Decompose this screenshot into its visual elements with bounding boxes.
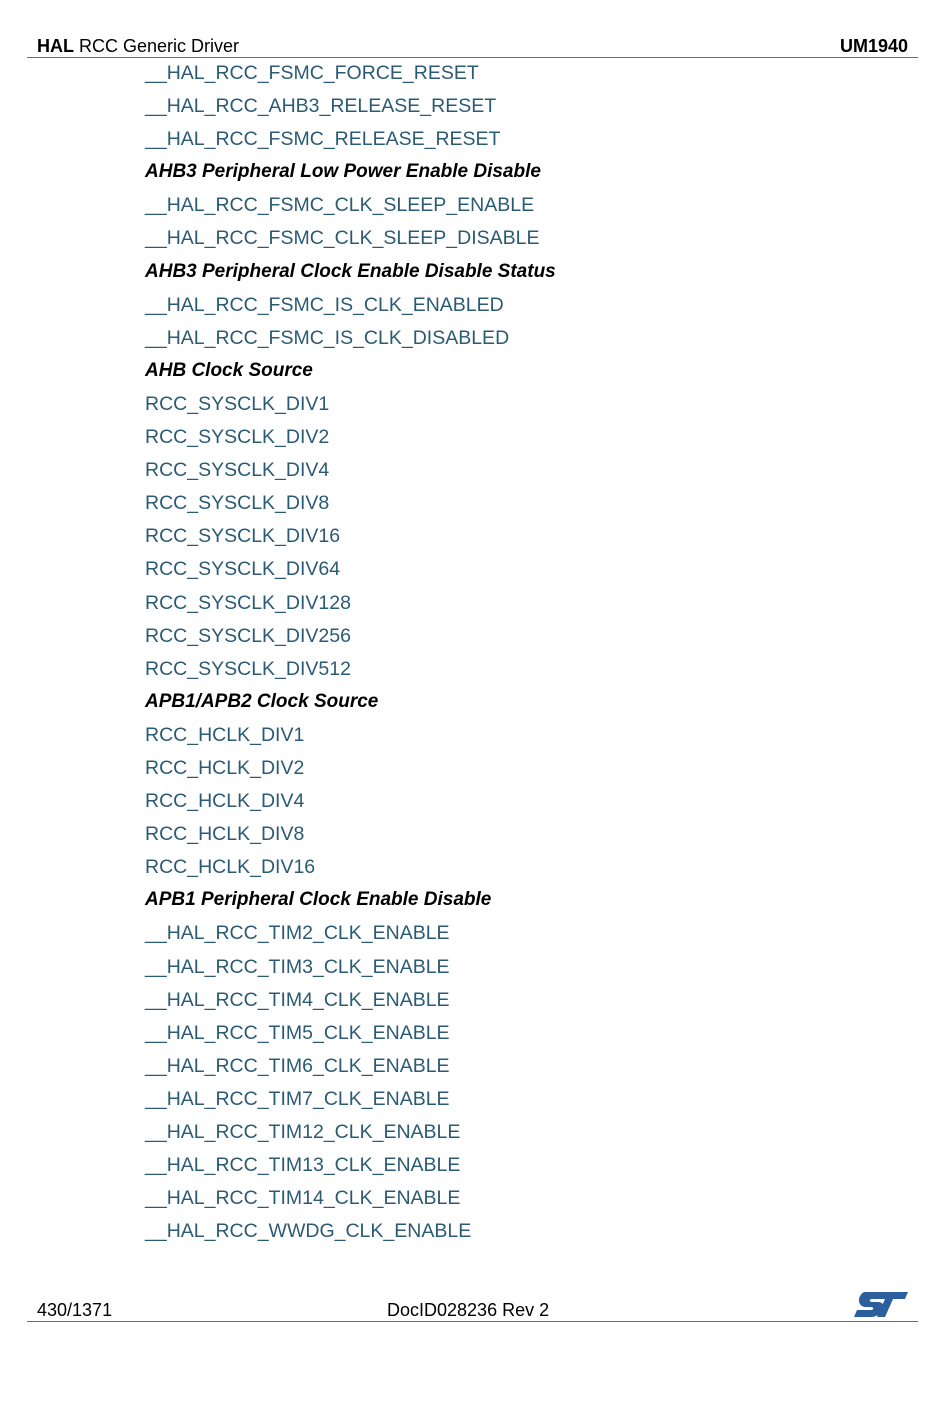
header-title-rest: RCC Generic Driver [74,36,240,56]
macro-link[interactable]: __HAL_RCC_TIM6_CLK_ENABLE [145,1054,450,1077]
section-heading: AHB3 Peripheral Clock Enable Disable Status [145,260,556,282]
macro-link[interactable]: __HAL_RCC_FSMC_RELEASE_RESET [145,128,501,151]
macro-link[interactable]: __HAL_RCC_TIM12_CLK_ENABLE [145,1121,461,1143]
macro-link[interactable]: RCC_HCLK_DIV2 [145,756,305,779]
macro-link[interactable]: RCC_SYSCLK_DIV16 [145,525,341,548]
footer-divider [27,1321,918,1322]
section-heading: AHB3 Peripheral Low Power Enable Disable [145,161,541,183]
macro-link[interactable]: __HAL_RCC_TIM2_CLK_ENABLE [145,922,450,945]
document-body [145,60,865,1251]
macro-link[interactable]: RCC_SYSCLK_DIV256 [145,624,351,647]
section-heading: AHB Clock Source [145,359,313,381]
macro-link[interactable]: __HAL_RCC_TIM3_CLK_ENABLE [145,955,450,978]
footer-doc-id: DocID028236 Rev 2 [387,1300,550,1320]
header-doc-code: UM1940 [839,36,908,56]
section-heading: APB1/APB2 Clock Source [145,690,379,712]
macro-link[interactable]: RCC_SYSCLK_DIV64 [145,558,341,581]
footer-page-number: 430/1371 [37,1300,113,1320]
macro-link[interactable]: __HAL_RCC_TIM5_CLK_ENABLE [145,1021,450,1044]
header-title [37,36,239,57]
macro-link[interactable]: RCC_HCLK_DIV4 [145,790,305,813]
macro-link[interactable]: RCC_SYSCLK_DIV1 [145,392,330,415]
macro-link[interactable]: __HAL_RCC_TIM14_CLK_ENABLE [145,1187,461,1210]
macro-link[interactable]: RCC_HCLK_DIV1 [145,723,305,746]
macro-link[interactable]: RCC_HCLK_DIV16 [145,856,316,879]
macro-link[interactable]: __HAL_RCC_TIM7_CLK_ENABLE [145,1087,450,1110]
header-title-bold: HAL [37,36,74,56]
section-heading: APB1 Peripheral Clock Enable Disable [145,889,492,911]
macro-link[interactable]: __HAL_RCC_AHB3_RELEASE_RESET [145,95,497,118]
macro-link[interactable]: __HAL_RCC_WWDG_CLK_ENABLE [145,1220,472,1243]
macro-link[interactable]: __HAL_RCC_FSMC_CLK_SLEEP_ENABLE [145,194,535,217]
macro-link[interactable]: RCC_SYSCLK_DIV128 [145,591,351,614]
macro-link[interactable]: RCC_HCLK_DIV8 [145,823,305,846]
macro-link[interactable]: __HAL_RCC_FSMC_IS_CLK_ENABLED [145,293,504,316]
macro-link[interactable]: __HAL_RCC_TIM13_CLK_ENABLE [145,1154,461,1177]
macro-link[interactable]: __HAL_RCC_FSMC_CLK_SLEEP_DISABLE [145,227,540,250]
macro-link[interactable]: RCC_SYSCLK_DIV8 [145,492,330,515]
macro-link[interactable]: RCC_SYSCLK_DIV2 [145,426,330,449]
macro-link[interactable]: RCC_SYSCLK_DIV512 [145,657,351,680]
macro-link[interactable]: __HAL_RCC_FSMC_FORCE_RESET [145,62,479,84]
st-logo-icon [852,1288,910,1320]
macro-link[interactable]: __HAL_RCC_FSMC_IS_CLK_DISABLED [145,326,510,349]
header-divider [27,57,918,58]
page-header [37,36,908,58]
macro-link[interactable]: RCC_SYSCLK_DIV4 [145,459,330,482]
macro-link[interactable]: __HAL_RCC_TIM4_CLK_ENABLE [145,988,450,1011]
